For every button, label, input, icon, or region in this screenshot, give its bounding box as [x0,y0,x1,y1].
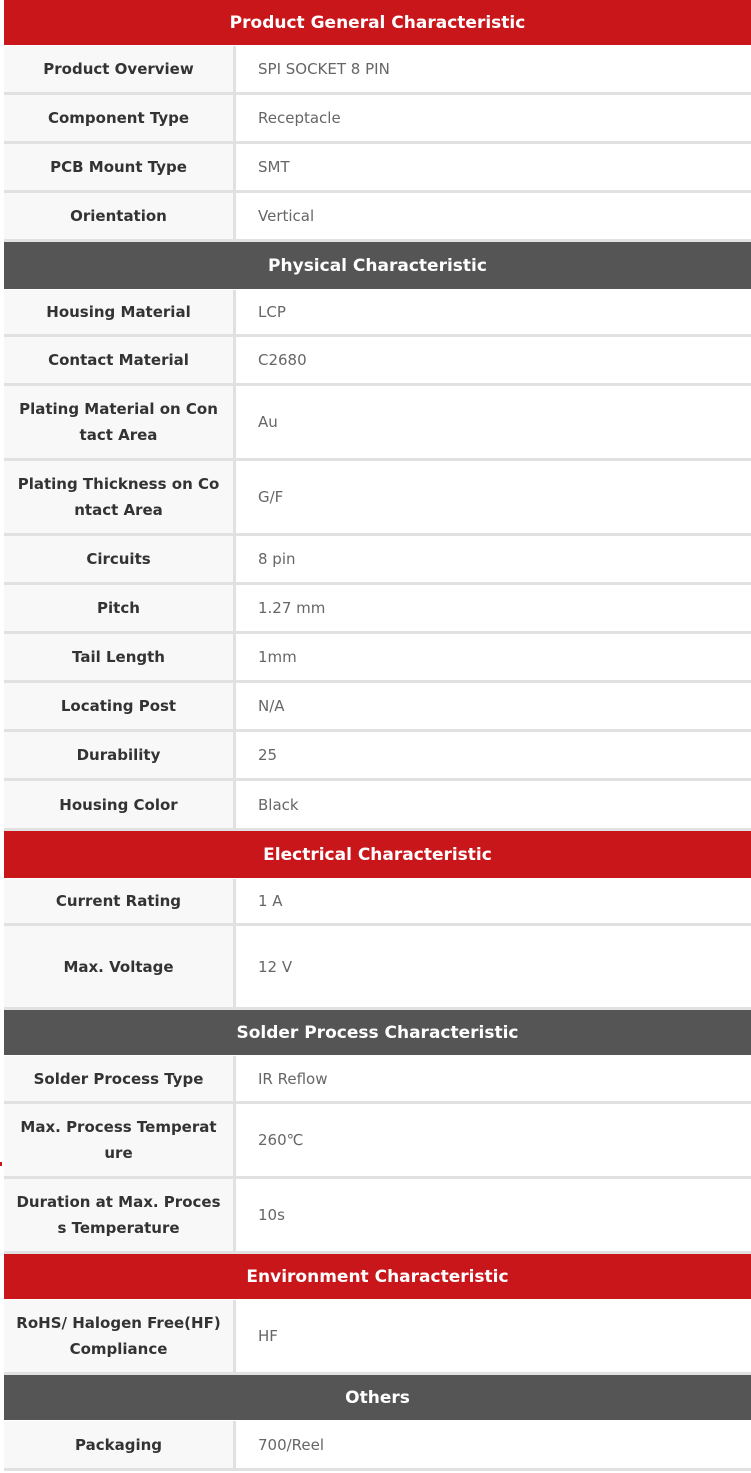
spec-section [4,831,751,1010]
section-header: Electrical Characteristic [4,831,751,879]
spec-table [4,0,751,1471]
spec-section [4,1254,751,1375]
spec-row [4,144,751,193]
section-header: Others [4,1375,751,1421]
spec-value: G/F [236,461,751,533]
spec-row [4,193,751,242]
spec-value: 1.27 mm [236,585,751,631]
spec-value: SMT [236,144,751,190]
spec-row [4,1179,751,1254]
spec-row [4,634,751,683]
spec-label: Component Type [4,95,236,141]
spec-section [4,0,751,242]
spec-label: Tail Length [4,634,236,680]
spec-value: C2680 [236,337,751,383]
spec-row [4,781,751,831]
spec-value: IR Reflow [236,1056,751,1101]
spec-row [4,683,751,732]
spec-label: Pitch [4,585,236,631]
spec-row [4,585,751,634]
spec-row [4,732,751,781]
spec-value: 10s [236,1179,751,1251]
spec-label: Packaging [4,1421,236,1468]
section-header: Solder Process Characteristic [4,1010,751,1056]
spec-row [4,337,751,386]
spec-value: LCP [236,290,751,334]
spec-row [4,95,751,144]
spec-label: PCB Mount Type [4,144,236,190]
spec-value: 700/Reel [236,1421,751,1468]
spec-label: Max. Voltage [4,926,236,1007]
spec-section [4,242,751,831]
spec-value: 8 pin [236,536,751,582]
spec-value: Vertical [236,193,751,239]
spec-row [4,1421,751,1471]
spec-row [4,879,751,926]
spec-label: Plating Thickness on Contact Area [4,461,236,533]
spec-section [4,1375,751,1471]
spec-value: 1mm [236,634,751,680]
spec-row [4,461,751,536]
spec-value: 1 A [236,879,751,923]
spec-label: Current Rating [4,879,236,923]
spec-label: Duration at Max. Process Temperature [4,1179,236,1251]
spec-row [4,926,751,1010]
spec-section [4,1010,751,1254]
spec-row [4,290,751,337]
edge-marker [0,1162,2,1166]
spec-label: Housing Color [4,781,236,828]
spec-value: Black [236,781,751,828]
spec-label: Orientation [4,193,236,239]
spec-value: Au [236,386,751,458]
section-header: Environment Characteristic [4,1254,751,1300]
spec-row [4,1104,751,1179]
spec-value: Receptacle [236,95,751,141]
spec-label: RoHS/ Halogen Free(HF) Compliance [4,1300,236,1372]
spec-label: Solder Process Type [4,1056,236,1101]
spec-row [4,1056,751,1104]
spec-value: HF [236,1300,751,1372]
spec-label: Housing Material [4,290,236,334]
spec-value: 12 V [236,926,751,1007]
spec-label: Max. Process Temperature [4,1104,236,1176]
section-header: Physical Characteristic [4,242,751,290]
spec-label: Circuits [4,536,236,582]
spec-value: 25 [236,732,751,778]
spec-row [4,536,751,585]
spec-label: Contact Material [4,337,236,383]
spec-label: Locating Post [4,683,236,729]
spec-label: Product Overview [4,46,236,92]
spec-value: 260℃ [236,1104,751,1176]
section-header: Product General Characteristic [4,0,751,46]
spec-value: SPI SOCKET 8 PIN [236,46,751,92]
spec-row [4,46,751,95]
spec-label: Durability [4,732,236,778]
spec-value: N/A [236,683,751,729]
spec-row [4,1300,751,1375]
spec-label: Plating Material on Contact Area [4,386,236,458]
spec-row [4,386,751,461]
